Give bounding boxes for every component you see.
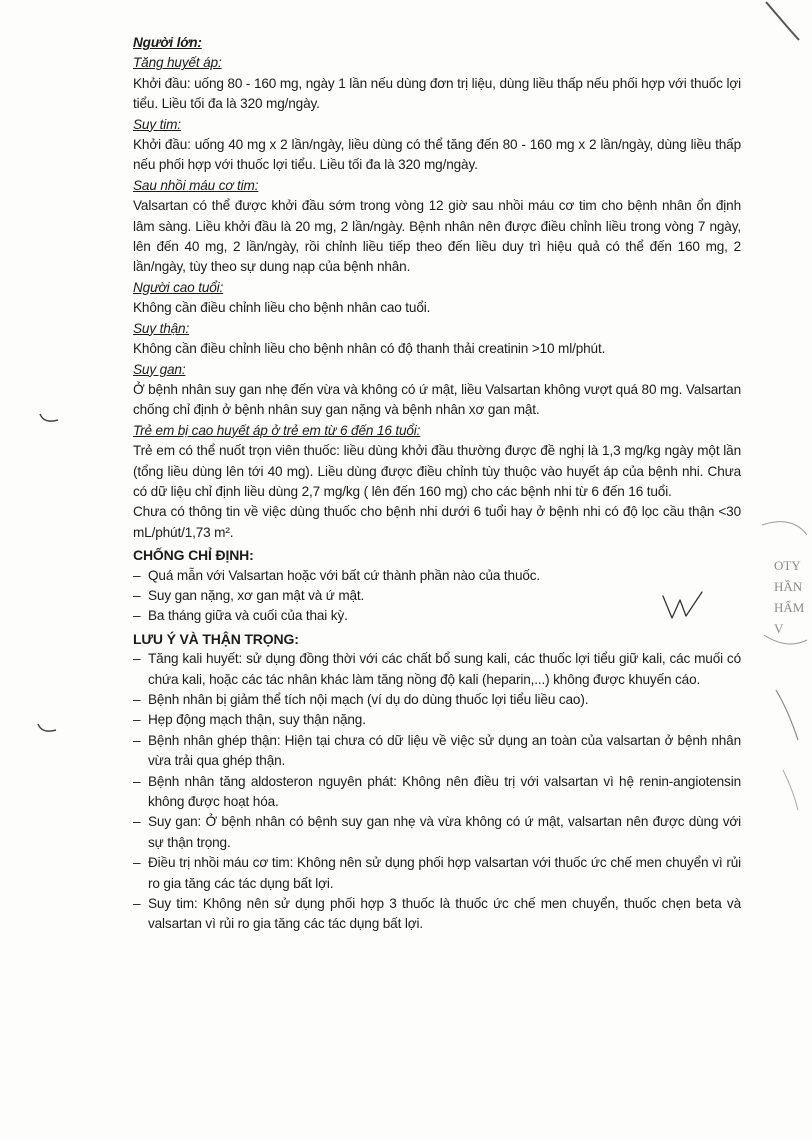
subheading-pediatric: Trẻ em bị cao huyết áp ở trẻ em từ 6 đến 16 tuổi:	[133, 422, 421, 438]
list-item: – Tăng kali huyết: sử dụng đồng thời với các chất bổ sung kali, các thuốc lợi tiểu giữ kali, các muối có chứa kali, hoặc các tác nhân khác làm tăng nồng độ kali (heparin,...) không được khuyến cáo.	[133, 649, 741, 690]
stamp-fragment	[752, 515, 812, 655]
stamp-line: OTY	[774, 558, 801, 573]
precautions-list	[133, 649, 741, 935]
punch-hole-mark	[38, 412, 60, 426]
paragraph-pediatric-dose: Trẻ em có thể nuốt trọn viên thuốc: liều dùng khởi đầu thường được đề nghị là 1,3 mg/kg ngày một lần (tổng liều dùng lên tới 40 mg). Liều dùng được điều chỉnh tùy thuộc vào huyết áp của bệnh nhi. Chưa có dữ liệu chỉ định liều dùng 2,7 mg/kg ( lên đến 160 mg) cho các bệnh nhi từ 6 đến 16 tuổi.	[133, 443, 741, 499]
list-item: – Bệnh nhân bị giảm thể tích nội mạch (ví dụ do dùng thuốc lợi tiểu liều cao).	[133, 690, 741, 710]
page-corner-fold	[760, 0, 799, 40]
list-item: – Điều trị nhồi máu cơ tim: Không nên sử dụng phối hợp valsartan với thuốc ức chế men chuyển vì rủi ro gia tăng các tác dụng bất lợi.	[133, 853, 741, 894]
list-item: – Ba tháng giữa và cuối của thai kỳ.	[133, 606, 741, 626]
paragraph-post-mi-dose: Valsartan có thể được khởi đầu sớm trong vòng 12 giờ sau nhồi máu cơ tim cho bệnh nhân ổn định lâm sàng. Liều khởi đầu là 20 mg, 2 lần/ngày. Bệnh nhân nên được điều chỉnh liều trong vòng 7 ngày, lên đến 40 mg, 2 lần/ngày, rồi chỉnh liều tiếp theo đến liều duy trì hiệu quả có thể đến 160 mg, 2 lần/ngày, tùy theo sự dung nạp của bệnh nhân.	[133, 198, 741, 275]
paragraph-pediatric-info: Chưa có thông tin về việc dùng thuốc cho bệnh nhi dưới 6 tuổi hay ở bệnh nhi có độ lọc cầu thận <30 mL/phút/1,73 m².	[133, 504, 741, 540]
page-edge-mark	[768, 660, 799, 820]
stamp-line: HẦN	[774, 579, 803, 594]
subheading-elderly: Người cao tuổi:	[133, 279, 224, 295]
subheading-post-mi: Sau nhồi máu cơ tim:	[133, 177, 259, 193]
heading-contraindications: CHỐNG CHỈ ĐỊNH:	[133, 547, 254, 564]
heading-precautions: LƯU Ý VÀ THẬN TRỌNG:	[133, 630, 299, 647]
paragraph-elderly: Không cần điều chỉnh liều cho bệnh nhân cao tuổi.	[133, 300, 431, 316]
contraindications-list	[133, 566, 741, 627]
list-item: – Hẹp động mạch thận, suy thận nặng.	[133, 710, 741, 730]
subheading-hypertension: Tăng huyết áp:	[133, 55, 222, 71]
paragraph-renal: Không cần điều chỉnh liều cho bệnh nhân có độ thanh thải creatinin >10 ml/phút.	[133, 341, 606, 357]
paragraph-hepatic: Ở bệnh nhân suy gan nhẹ đến vừa và không có ứ mật, liều Valsartan không vượt quá 80 mg. Valsartan chống chỉ định ở bệnh nhân suy gan nặng và bệnh nhân xơ gan mật.	[133, 381, 741, 418]
list-item: – Suy gan nặng, xơ gan mật và ứ mật.	[133, 586, 741, 606]
heading-adults: Người lớn:	[133, 35, 202, 50]
list-item: – Suy gan: Ở bệnh nhân có bệnh suy gan nhẹ và vừa không có ứ mật, valsartan nên được dùng với sự thận trọng.	[133, 812, 741, 853]
punch-hole-mark	[36, 722, 58, 736]
paragraph-heart-failure-dose: Khởi đầu: uống 40 mg x 2 lần/ngày, liều dùng có thể tăng đến 80 - 160 mg x 2 lần/ngày, dùng liều thấp nếu phối hợp với thuốc lợi tiểu. Liều tối đa là 320 mg/ngày.	[133, 137, 741, 173]
list-item: – Bệnh nhân tăng aldosteron nguyên phát: Không nên điều trị với valsartan vì hệ renin-angiotensin không được hoạt hóa.	[133, 772, 741, 813]
subheading-hepatic: Suy gan:	[133, 361, 186, 377]
subheading-heart-failure: Suy tim:	[133, 116, 181, 132]
paragraph-hypertension-dose: Khởi đầu: uống 80 - 160 mg, ngày 1 lần nếu dùng đơn trị liệu, dùng liều thấp nếu phối hợp với thuốc lợi tiểu. Liều tối đa là 320 mg/ngày.	[133, 75, 741, 112]
list-item: – Bệnh nhân ghép thận: Hiện tại chưa có dữ liệu về việc sử dụng an toàn của valsartan ở bệnh nhân vừa trải qua ghép thận.	[133, 731, 741, 772]
stamp-line: HẨM	[774, 600, 805, 615]
list-item: – Suy tim: Không nên sử dụng phối hợp 3 thuốc là thuốc ức chế men chuyển, thuốc chẹn beta và valsartan vì rủi ro gia tăng các tác dụng bất lợi.	[133, 894, 741, 935]
document-body	[133, 33, 741, 935]
subheading-renal: Suy thận:	[133, 320, 190, 336]
list-item: – Quá mẫn với Valsartan hoặc với bất cứ thành phần nào của thuốc.	[133, 566, 741, 586]
stamp-line: V	[774, 621, 784, 636]
